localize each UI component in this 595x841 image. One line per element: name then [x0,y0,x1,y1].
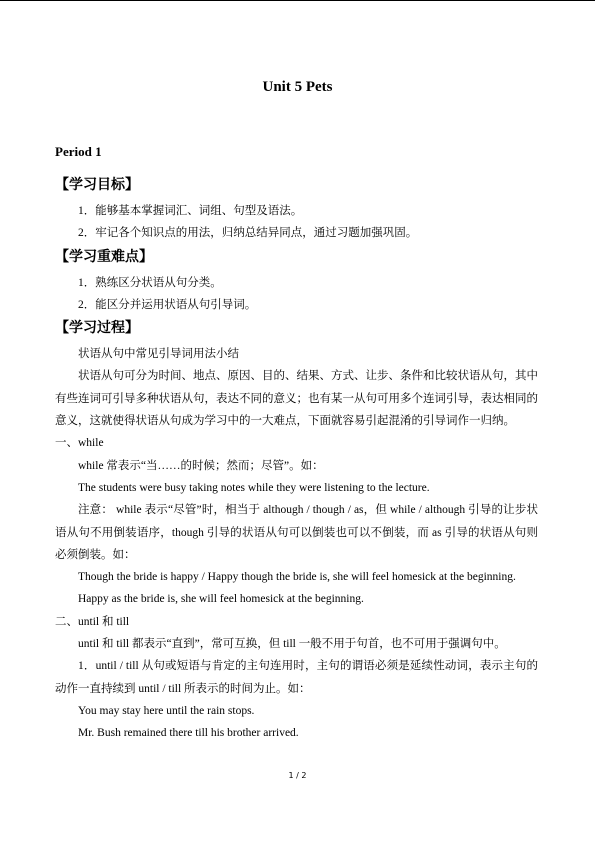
section-heading-goals: 【学习目标】 [55,177,139,193]
page-number: 1 / 2 [288,771,307,780]
section-heading-key-points: 【学习重难点】 [55,248,153,265]
while-definition: while 常表示“当……的时候；然而；尽管”。如： [78,459,324,472]
until-till-definition: until 和 till 都表示“直到”，常可互换，但 till 一般不用于句首，也不可用于强调句中。 [78,638,506,651]
example-sentence: Though the bride is happy / Happy though the bride is, she will feel homesick at the beginning. [78,571,516,584]
goal-item: 2．牢记各个知识点的用法，归纳总结异同点，通过习题加强巩固。 [78,227,418,240]
example-sentence: Happy as the bride is, she will feel homesick at the beginning. [78,593,364,606]
note-paragraph: 注意： while 表示“尽管”时，相当于 although / though / as，但 while / although 引导的让步状语从句不用倒装语序，though 引导的状语从句可以倒装也可以不倒装，而 as 引导的状语从句则必须倒装。如： [55,504,538,561]
subsection-title-until-till: 二、until 和 till [55,615,130,628]
main-content [0,172,595,745]
key-point-item: 1．熟练区分状语从句分类。 [78,276,222,289]
key-point-item: 2．能区分并运用状语从句引导词。 [78,298,257,311]
header-rule [0,0,595,1]
example-sentence: You may stay here until the rain stops. [78,704,255,717]
subsection-title-while: 一、while [55,437,104,450]
goal-item: 1．能够基本掌握词汇、词组、句型及语法。 [78,205,303,217]
example-sentence: Mr. Bush remained there till his brother arrived. [78,727,299,740]
period-label: Period 1 [55,144,102,159]
section-heading-process: 【学习过程】 [55,320,139,337]
intro-paragraph: 状语从句可分为时间、地点、原因、目的、结果、方式、让步、条件和比较状语从句，其中有些连词可引导多种状语从句，表达不同的意义；也有某一从句可用多个连词引导，表达相同的意义，这就使得状语从句成为学习中的一大难点，下面就容易引起混淆的引导词作一归纳。 [55,370,538,428]
document-title: Unit 5 Pets [262,79,333,95]
intro-title: 状语从句中常见引导词用法小结 [78,348,239,361]
example-sentence: The students were busy taking notes while they were listening to the lecture. [78,481,430,494]
point-paragraph: 1．until / till 从句或短语与肯定的主句连用时，主句的谓语必须是延续性动词，表示主句的动作一直持续到 until / till 所表示的时间为止。如： [55,660,538,695]
